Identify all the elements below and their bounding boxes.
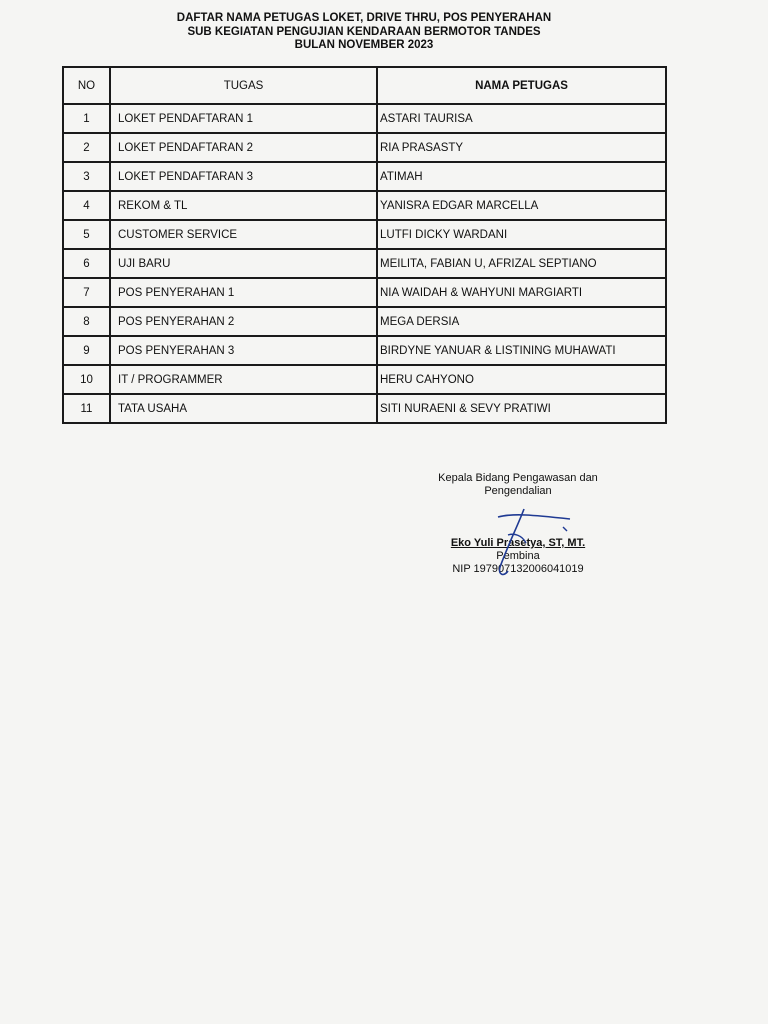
row-tugas: POS PENYERAHAN 2 bbox=[110, 307, 377, 336]
table-row bbox=[63, 162, 666, 191]
title-line-1: DAFTAR NAMA PETUGAS LOKET, DRIVE THRU, POS PENYERAHAN bbox=[176, 12, 552, 24]
row-nama: ATIMAH bbox=[377, 162, 666, 191]
row-no: 6 bbox=[63, 249, 110, 278]
row-nama: MEGA DERSIA bbox=[377, 307, 666, 336]
header-no: NO bbox=[63, 67, 110, 104]
table-row bbox=[63, 104, 666, 133]
row-tugas: CUSTOMER SERVICE bbox=[110, 220, 377, 249]
table-row bbox=[63, 133, 666, 162]
row-nama: SITI NURAENI & SEVY PRATIWI bbox=[377, 394, 666, 423]
signature-position: Kepala Bidang Pengawasan dan bbox=[438, 472, 598, 484]
row-no: 1 bbox=[63, 104, 110, 133]
row-tugas: IT / PROGRAMMER bbox=[110, 365, 377, 394]
row-tugas: LOKET PENDAFTARAN 2 bbox=[110, 133, 377, 162]
signatory-nip: NIP 197907132006041019 bbox=[452, 563, 584, 575]
row-nama: MEILITA, FABIAN U, AFRIZAL SEPTIANO bbox=[377, 249, 666, 278]
row-nama: ASTARI TAURISA bbox=[377, 104, 666, 133]
row-no: 4 bbox=[63, 191, 110, 220]
table-row bbox=[63, 220, 666, 249]
table-row bbox=[63, 191, 666, 220]
table-row bbox=[63, 394, 666, 423]
handwritten-signature bbox=[478, 505, 588, 585]
row-no: 2 bbox=[63, 133, 110, 162]
table-row bbox=[63, 249, 666, 278]
row-no: 11 bbox=[63, 394, 110, 423]
row-nama: RIA PRASASTY bbox=[377, 133, 666, 162]
row-nama: NIA WAIDAH & WAHYUNI MARGIARTI bbox=[377, 278, 666, 307]
table-row bbox=[63, 278, 666, 307]
row-tugas: POS PENYERAHAN 1 bbox=[110, 278, 377, 307]
table-row bbox=[63, 307, 666, 336]
row-nama: LUTFI DICKY WARDANI bbox=[377, 220, 666, 249]
row-tugas: REKOM & TL bbox=[110, 191, 377, 220]
table-row bbox=[63, 336, 666, 365]
row-tugas: LOKET PENDAFTARAN 3 bbox=[110, 162, 377, 191]
header-nama: NAMA PETUGAS bbox=[377, 67, 666, 104]
document-title bbox=[0, 12, 728, 53]
officer-table bbox=[62, 66, 667, 424]
row-no: 3 bbox=[63, 162, 110, 191]
row-tugas: LOKET PENDAFTARAN 1 bbox=[110, 104, 377, 133]
signature-position-2: Pengendalian bbox=[484, 485, 552, 497]
signatory-name: Eko Yuli Prasetya, ST, MT. bbox=[450, 537, 586, 549]
table-header-row bbox=[63, 67, 666, 104]
table-row bbox=[63, 365, 666, 394]
row-no: 9 bbox=[63, 336, 110, 365]
title-line-3: BULAN NOVEMBER 2023 bbox=[294, 39, 434, 51]
row-no: 7 bbox=[63, 278, 110, 307]
row-tugas: POS PENYERAHAN 3 bbox=[110, 336, 377, 365]
row-no: 5 bbox=[63, 220, 110, 249]
signatory-rank: Pembina bbox=[496, 550, 540, 562]
row-tugas: TATA USAHA bbox=[110, 394, 377, 423]
row-tugas: UJI BARU bbox=[110, 249, 377, 278]
row-no: 10 bbox=[63, 365, 110, 394]
header-tugas: TUGAS bbox=[110, 67, 377, 104]
row-nama: YANISRA EDGAR MARCELLA bbox=[377, 191, 666, 220]
row-nama: BIRDYNE YANUAR & LISTINING MUHAWATI bbox=[377, 336, 666, 365]
title-line-2: SUB KEGIATAN PENGUJIAN KENDARAAN BERMOTOR TANDES bbox=[187, 25, 541, 38]
row-no: 8 bbox=[63, 307, 110, 336]
row-nama: HERU CAHYONO bbox=[377, 365, 666, 394]
